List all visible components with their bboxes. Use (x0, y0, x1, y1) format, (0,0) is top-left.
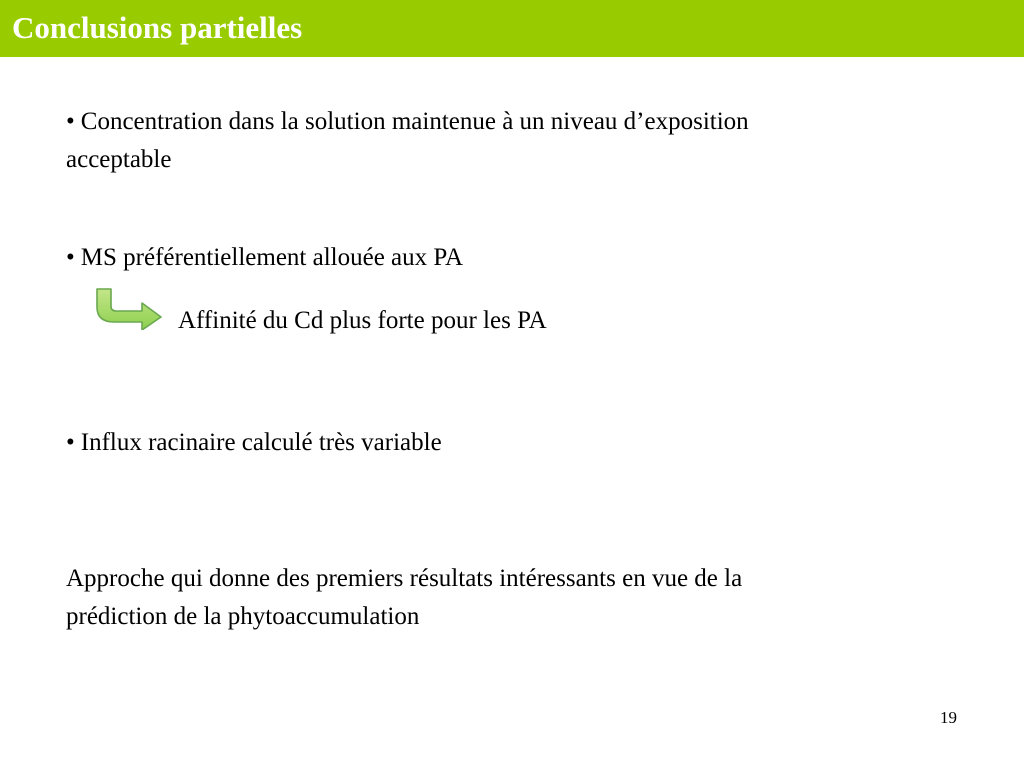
conclusion-line: prédiction de la phytoaccumulation (66, 603, 420, 630)
page-number: 19 (940, 708, 957, 727)
bullet-ms-allocation (66, 239, 463, 277)
bullet-text: Concentration dans la solution maintenue à un niveau d’exposition (80, 108, 749, 135)
bullet-text: MS préférentiellement allouée aux PA (80, 244, 464, 271)
bullet-line (66, 103, 749, 141)
affinity-note: Affinité du Cd plus forte pour les PA (178, 307, 547, 334)
bullet-marker: • (66, 429, 75, 456)
slide-title: Conclusions partielles (12, 10, 303, 45)
bullet-root-influx (66, 424, 442, 462)
bullet-text-continued: acceptable (66, 146, 172, 173)
conclusion-paragraph (66, 560, 742, 636)
curved-arrow-icon (92, 286, 164, 330)
bullet-marker: • (66, 108, 75, 135)
bullet-concentration (66, 103, 749, 179)
conclusion-line: Approche qui donne des premiers résultats intéressants en vue de la (66, 565, 743, 592)
title-bar (0, 0, 1024, 57)
bullet-text: Influx racinaire calculé très variable (80, 429, 442, 456)
bullet-marker: • (66, 244, 75, 271)
